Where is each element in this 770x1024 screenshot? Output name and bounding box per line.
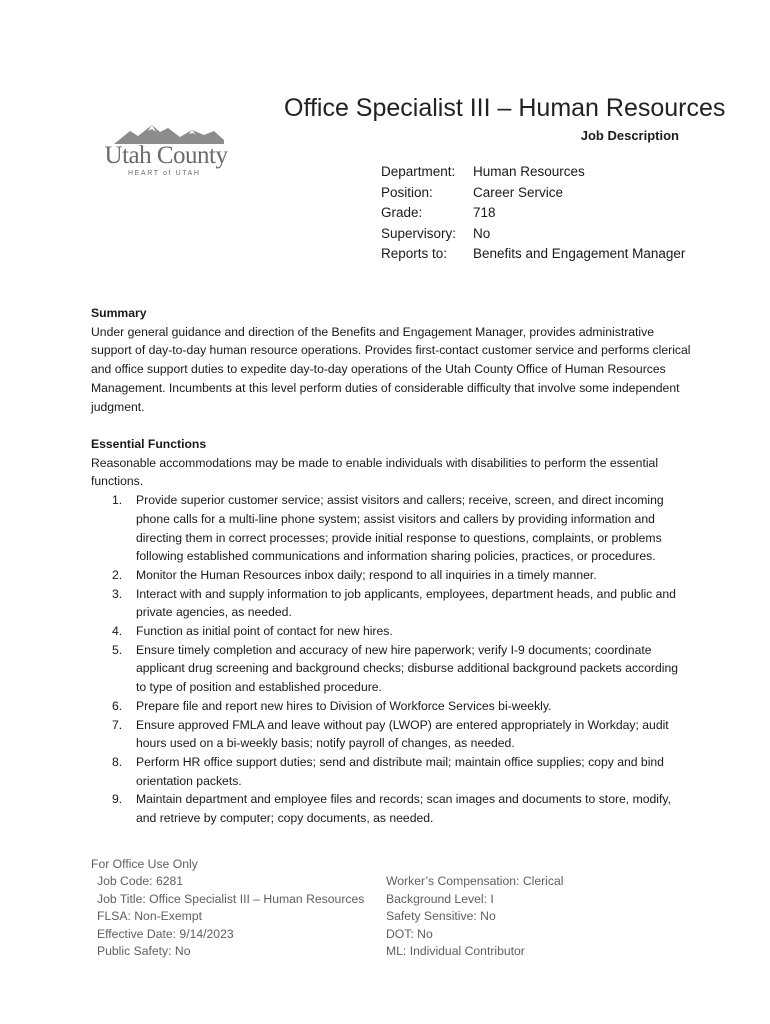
- list-number: 4.: [112, 624, 123, 639]
- utah-county-logo: [100, 122, 232, 184]
- footer-left-column: [91, 873, 386, 960]
- footer-ml: ML: Individual Contributor: [386, 944, 525, 959]
- list-item: [91, 716, 691, 753]
- list-number: 6.: [112, 698, 123, 713]
- list-item: [91, 491, 691, 566]
- footer-right-column: [386, 873, 563, 960]
- list-item: [91, 622, 691, 641]
- page-title: Office Specialist III – Human Resources: [284, 94, 726, 122]
- meta-row-grade: [381, 203, 685, 224]
- office-use-footer: [91, 856, 691, 960]
- meta-row-position: [381, 183, 685, 204]
- list-text: Monitor the Human Resources inbox daily; respond to all inquiries in a timely manner.: [136, 567, 597, 582]
- list-text: Ensure timely completion and accuracy of new hire paperwork; verify I-9 documents; coordinate applicant drug screening and background checks; disburse additional background packets according to type of position and established procedure.: [136, 642, 679, 695]
- summary-heading: Summary: [91, 306, 147, 320]
- list-item: [91, 790, 691, 827]
- footer-job-title: Job Title: Office Specialist III – Human Resources: [97, 891, 365, 906]
- footer-safety-sensitive: Safety Sensitive: No: [386, 909, 496, 924]
- list-text: Provide superior customer service; assist visitors and callers; receive, screen, and direct incoming phone calls for a multi-line phone system; assist visitors and callers by providing information and directing them in correct processes; provide initial response to questions, complaints, or problems following established communications and information sharing policies, practices, or procedures.: [136, 493, 664, 564]
- list-number: 3.: [112, 586, 123, 601]
- job-meta-table: [381, 162, 685, 265]
- logo-tagline: HEART of UTAH: [128, 170, 201, 177]
- list-text: Perform HR office support duties; send and distribute mail; maintain office supplies; copy and bind orientation packets.: [136, 754, 664, 788]
- essential-functions-heading: Essential Functions: [91, 437, 207, 451]
- footer-heading: For Office Use Only: [91, 857, 198, 871]
- meta-value: No: [473, 225, 491, 241]
- footer-dot: DOT: No: [386, 926, 433, 941]
- meta-value: Career Service: [473, 184, 564, 200]
- list-number: 9.: [112, 792, 123, 807]
- meta-value: Human Resources: [473, 164, 585, 179]
- list-text: Function as initial point of contact for new hires.: [136, 624, 393, 639]
- list-text: Prepare file and report new hires to Division of Workforce Services bi-weekly.: [136, 698, 552, 713]
- logo-wordmark: Utah County: [104, 142, 228, 169]
- list-number: 5.: [112, 642, 123, 657]
- page-subtitle: Job Description: [580, 128, 679, 143]
- meta-row-reports-to: [381, 244, 685, 265]
- list-number: 8.: [112, 754, 123, 769]
- list-number: 7.: [112, 717, 123, 732]
- meta-label: Supervisory:: [381, 225, 457, 241]
- essential-functions-intro: Reasonable accommodations may be made to enable individuals with disabilities to perform the essential functions.: [91, 455, 659, 489]
- meta-value: Benefits and Engagement Manager: [473, 246, 686, 261]
- list-number: 1.: [112, 493, 123, 508]
- list-item: [91, 753, 691, 790]
- footer-job-code: Job Code: 6281: [97, 874, 184, 889]
- footer-workers-comp: Worker’s Compensation: Clerical: [386, 874, 564, 889]
- meta-row-department: [381, 162, 685, 183]
- meta-label: Department:: [381, 164, 456, 179]
- footer-public-safety: Public Safety: No: [97, 944, 191, 959]
- footer-effective-date: Effective Date: 9/14/2023: [97, 926, 234, 941]
- footer-flsa: FLSA: Non-Exempt: [97, 909, 202, 924]
- essential-functions-list: [91, 491, 691, 828]
- list-text: Interact with and supply information to job applicants, employees, department heads, and public and private agencies, as needed.: [136, 586, 676, 620]
- summary-section: [91, 304, 691, 416]
- footer-background-level: Background Level: I: [386, 891, 494, 906]
- list-item: [91, 641, 691, 697]
- meta-label: Grade:: [381, 205, 423, 220]
- meta-row-supervisory: [381, 224, 685, 245]
- list-item: [91, 566, 691, 585]
- list-text: Ensure approved FMLA and leave without pay (LWOP) are entered appropriately in Workday; audit hours used on a bi-weekly basis; notify payroll of changes, as needed.: [136, 717, 669, 751]
- list-item: [91, 585, 691, 622]
- meta-label: Reports to:: [381, 246, 448, 261]
- meta-value: 718: [473, 205, 496, 220]
- essential-functions-section: [91, 435, 691, 828]
- list-number: 2.: [112, 567, 123, 582]
- list-text: Maintain department and employee files and records; scan images and documents to store, modify, and retrieve by computer; copy documents, as needed.: [136, 792, 671, 826]
- list-item: [91, 697, 691, 716]
- meta-label: Position:: [381, 184, 433, 200]
- summary-text: Under general guidance and direction of the Benefits and Engagement Manager, provides administrative support of day-to-day human resource operations. Provides first-contact customer service and performs clerical and office support duties to expedite day-to-day operations of the Utah County Office of Human Resources Management. Incumbents at this level perform duties of considerable difficulty that involve some independent judgment.: [91, 324, 691, 414]
